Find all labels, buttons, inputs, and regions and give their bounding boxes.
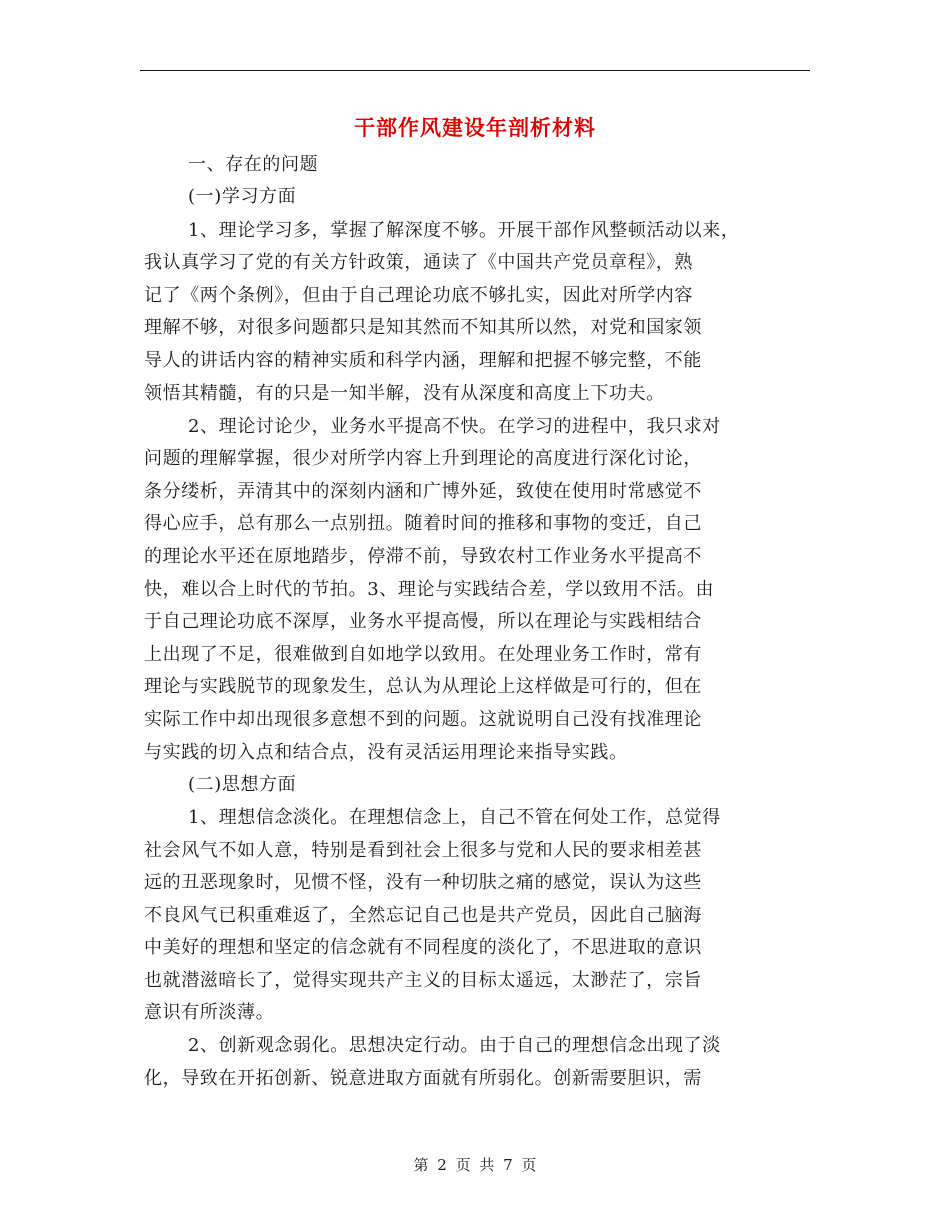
paragraph-line: 的理论水平还在原地踏步，停滞不前，导致农村工作业务水平提高不 bbox=[144, 546, 702, 567]
paragraph-line: 记了《两个条例》，但由于自己理论功底不够扎实，因此对所学内容 bbox=[144, 285, 693, 306]
paragraph-line: 2、创新观念弱化。思想决定行动。由于自己的理想信念出现了淡 bbox=[188, 1035, 721, 1056]
paragraph-line: 意识有所淡薄。 bbox=[144, 1002, 275, 1023]
paragraph-line: 领悟其精髓，有的只是一知半解，没有从深度和高度上下功夫。 bbox=[144, 383, 665, 404]
paragraph-line: 也就潜滋暗长了，觉得实现共产主义的目标太遥远，太渺茫了，宗旨 bbox=[144, 970, 702, 991]
paragraph-line: 远的丑恶现象时，见惯不怪，没有一种切肤之痛的感觉，误认为这些 bbox=[144, 872, 702, 893]
page-footer: 第 2 页 共 7 页 bbox=[413, 1156, 537, 1174]
paragraph-line: 得心应手，总有那么一点别扭。随着时间的推移和事物的变迁，自己 bbox=[144, 513, 702, 534]
paragraph-line: 不良风气已积重难返了，全然忘记自己也是共产党员，因此自己脑海 bbox=[144, 905, 702, 926]
paragraph-line: 中美好的理想和坚定的信念就有不同程度的淡化了，不思进取的意识 bbox=[144, 937, 702, 958]
subsection-heading: (一)学习方面 bbox=[188, 186, 297, 207]
paragraph-line: 上出现了不足，很难做到自如地学以致用。在处理业务工作时，常有 bbox=[144, 644, 702, 665]
paragraph-line: 社会风气不如人意，特别是看到社会上很多与党和人民的要求相差甚 bbox=[144, 840, 702, 861]
paragraph-line: 1、理想信念淡化。在理想信念上，自己不管在何处工作，总觉得 bbox=[188, 807, 721, 828]
paragraph-line: 2、理论讨论少，业务水平提高不快。在学习的进程中，我只求对 bbox=[188, 416, 721, 437]
paragraph-line: 理论与实践脱节的现象发生，总认为从理论上这样做是可行的，但在 bbox=[144, 676, 702, 697]
paragraph-line: 理解不够，对很多问题都只是知其然而不知其所以然，对党和国家领 bbox=[144, 317, 702, 338]
paragraph-line: 条分缕析，弄清其中的深刻内涵和广博外延，致使在使用时常感觉不 bbox=[144, 481, 702, 502]
document-title: 干部作风建设年剖析材料 bbox=[354, 116, 596, 140]
paragraph-line: 问题的理解掌握，很少对所学内容上升到理论的高度进行深化讨论， bbox=[144, 448, 702, 469]
section-heading: 一、存在的问题 bbox=[188, 154, 319, 175]
paragraph-line: 我认真学习了党的有关方针政策，通读了《中国共产党员章程》，熟 bbox=[144, 252, 693, 273]
paragraph-line: 快，难以合上时代的节拍。3、理论与实践结合差，学以致用不活。由 bbox=[144, 579, 715, 600]
paragraph-line: 与实践的切入点和结合点，没有灵活运用理论来指导实践。 bbox=[144, 742, 628, 763]
paragraph-line: 于自己理论功底不深厚，业务水平提高慢，所以在理论与实践相结合 bbox=[144, 611, 702, 632]
paragraph-line: 导人的讲话内容的精神实质和科学内涵，理解和把握不够完整，不能 bbox=[144, 350, 702, 371]
header-rule bbox=[140, 70, 810, 71]
paragraph-line: 实际工作中却出现很多意想不到的问题。这就说明自己没有找准理论 bbox=[144, 709, 702, 730]
paragraph-line: 化，导致在开拓创新、锐意进取方面就有所弱化。创新需要胆识，需 bbox=[144, 1068, 702, 1089]
paragraph-line: 1、理论学习多，掌握了解深度不够。开展干部作风整顿活动以来， bbox=[188, 220, 740, 241]
subsection-heading: (二)思想方面 bbox=[188, 774, 297, 795]
